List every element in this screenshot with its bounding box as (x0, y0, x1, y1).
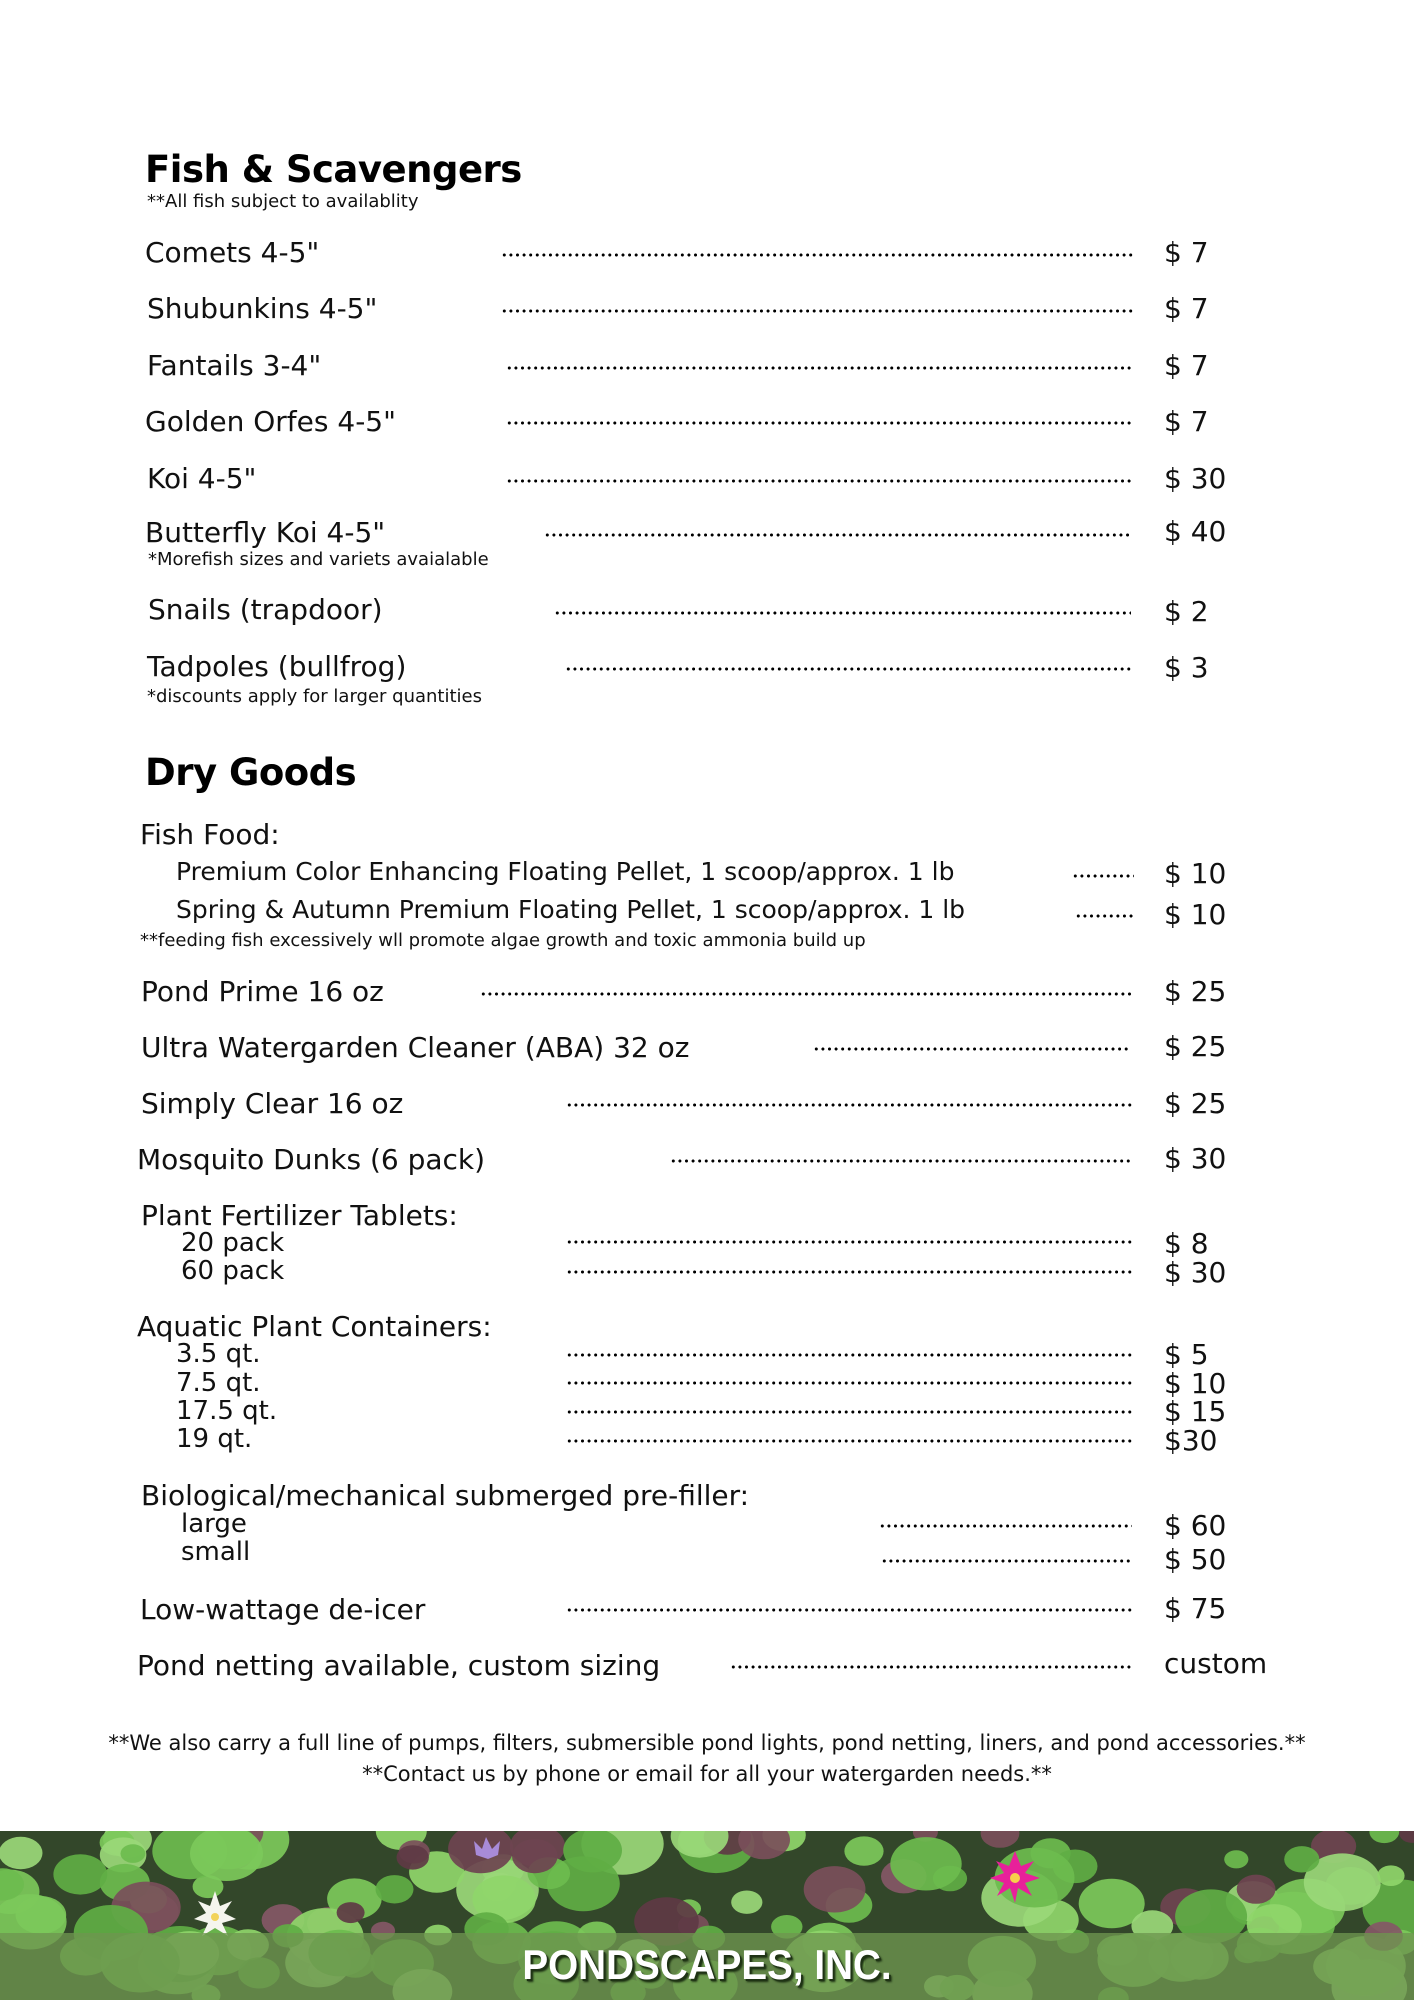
dot-leader (501, 309, 1133, 313)
item-name: Comets 4-5" (145, 236, 320, 269)
item-price: $ 30 (1164, 1256, 1227, 1289)
dot-leader (544, 533, 1131, 537)
dot-leader (554, 611, 1131, 615)
lily-pad (1377, 1865, 1404, 1886)
lily-pad (890, 1837, 961, 1890)
item-name: Spring & Autumn Premium Floating Pellet, 1 scoop/approx. 1 lb (176, 895, 966, 924)
lily-pad (1237, 1875, 1276, 1904)
dot-leader (730, 1665, 1133, 1669)
lily-pad (1284, 1846, 1319, 1872)
lily-pad (376, 1875, 414, 1903)
item-price: $ 10 (1164, 857, 1227, 890)
group-label: Plant Fertilizer Tablets: (141, 1199, 458, 1232)
lily-pad (512, 1839, 558, 1873)
item-price: $ 25 (1164, 1030, 1227, 1063)
item-name: Pond Prime 16 oz (141, 975, 384, 1008)
item-name: Fantails 3-4" (147, 349, 322, 382)
dot-leader (566, 1439, 1133, 1443)
footer-note-contact: **Contact us by phone or email for all your watergarden needs.** (362, 1762, 1052, 1786)
item-name: Mosquito Dunks (6 pack) (137, 1143, 486, 1176)
item-price: custom (1164, 1647, 1268, 1680)
item-name: Butterfly Koi 4-5" (145, 516, 386, 549)
item-price: $ 10 (1164, 1367, 1227, 1400)
item-name: Pond netting available, custom sizing (137, 1649, 661, 1682)
dot-leader (566, 1270, 1133, 1274)
dot-leader (879, 1524, 1132, 1528)
item-price: $ 7 (1164, 349, 1209, 382)
item-note: *discounts apply for larger quantities (147, 686, 482, 707)
group-label: Fish Food: (140, 818, 280, 851)
lily-pad (16, 1896, 67, 1934)
item-price: $ 40 (1164, 515, 1227, 548)
item-price: $ 7 (1164, 405, 1209, 438)
lily-pad (731, 1891, 762, 1914)
item-name: Snails (trapdoor) (148, 593, 383, 626)
item-name: small (181, 1537, 251, 1567)
feeding-note: **feeding fish excessively wll promote algae growth and toxic ammonia build up (140, 930, 866, 951)
footer-note-products: **We also carry a full line of pumps, filters, submersible pond lights, pond netting, liners, and pond accessories.** (108, 1731, 1306, 1755)
dot-leader (1075, 914, 1134, 918)
item-price: $ 15 (1164, 1395, 1227, 1428)
item-price: $ 7 (1164, 236, 1209, 269)
item-price: $ 7 (1164, 292, 1209, 325)
lily-pad (804, 1866, 866, 1912)
lily-pad (0, 1837, 43, 1870)
dot-leader (506, 421, 1131, 425)
item-price: $ 3 (1164, 651, 1209, 684)
item-name: Golden Orfes 4-5" (145, 405, 396, 438)
dot-leader (881, 1559, 1132, 1563)
item-price: $ 25 (1164, 1087, 1227, 1120)
lily-pad (397, 1845, 429, 1869)
item-price: $ 5 (1164, 1338, 1209, 1371)
section-title-fish: Fish & Scavengers (145, 148, 522, 191)
item-name: large (181, 1509, 247, 1539)
dot-leader (501, 253, 1133, 257)
lily-pad (844, 1836, 883, 1865)
item-name: Tadpoles (bullfrog) (147, 650, 407, 683)
dot-leader (480, 992, 1131, 996)
dot-leader (566, 1353, 1133, 1357)
item-name: Shubunkins 4-5" (147, 292, 378, 325)
group-label: Biological/mechanical submerged pre-filler: (141, 1479, 750, 1512)
item-price: $ 60 (1164, 1509, 1227, 1542)
dot-leader (565, 667, 1132, 671)
item-name: Premium Color Enhancing Floating Pellet, 1 scoop/approx. 1 lb (176, 857, 955, 886)
item-name: Ultra Watergarden Cleaner (ABA) 32 oz (141, 1031, 690, 1064)
brand-name: PONDSCAPES, INC. (522, 1941, 892, 1988)
lily-pad (120, 1844, 145, 1863)
lily-pad (1224, 1850, 1248, 1868)
item-name: Low-wattage de-icer (140, 1593, 426, 1626)
lily-pad (337, 1902, 365, 1923)
item-name: 60 pack (181, 1256, 285, 1286)
item-name: 19 qt. (176, 1424, 253, 1454)
dot-leader (566, 1410, 1133, 1414)
item-price: $ 30 (1164, 462, 1227, 495)
dot-leader (566, 1240, 1133, 1244)
availability-note: **All fish subject to availablity (147, 191, 419, 212)
lily-pond-banner (0, 1831, 1414, 2000)
item-note: *Morefish sizes and variets avaialable (148, 549, 489, 570)
item-name: Koi 4-5" (147, 462, 257, 495)
dot-leader (566, 1103, 1133, 1107)
item-price: $ 75 (1164, 1592, 1227, 1625)
dot-leader (506, 479, 1131, 483)
item-price: $30 (1164, 1424, 1218, 1457)
item-name: 7.5 qt. (176, 1368, 261, 1398)
dot-leader (813, 1047, 1131, 1051)
dot-leader (506, 366, 1131, 370)
section-title-dry-goods: Dry Goods (145, 751, 357, 794)
group-label: Aquatic Plant Containers: (137, 1310, 492, 1343)
dot-leader (1072, 874, 1134, 878)
item-price: $ 25 (1164, 975, 1227, 1008)
item-name: 3.5 qt. (176, 1339, 261, 1369)
dot-leader (566, 1381, 1133, 1385)
item-price: $ 2 (1164, 595, 1209, 628)
item-name: 20 pack (181, 1228, 285, 1258)
dot-leader (566, 1608, 1133, 1612)
item-price: $ 50 (1164, 1543, 1227, 1576)
item-name: 17.5 qt. (176, 1396, 278, 1426)
item-price: $ 10 (1164, 898, 1227, 931)
lily-pad (53, 1854, 107, 1894)
item-name: Simply Clear 16 oz (141, 1087, 404, 1120)
item-price: $ 30 (1164, 1142, 1227, 1175)
dot-leader (670, 1159, 1131, 1163)
item-price: $ 8 (1164, 1227, 1209, 1260)
